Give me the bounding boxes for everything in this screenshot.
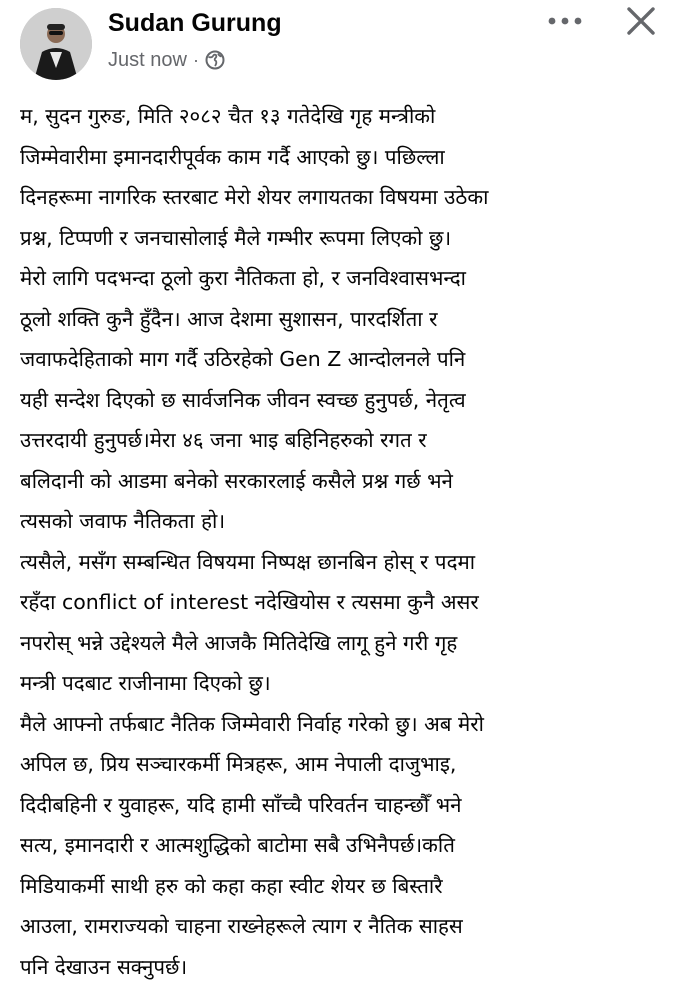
- post-line: म, सुदन गुरुङ, मिति २०८२ चैत १३ गतेदेखि गृह मन्त्रीको: [20, 104, 436, 128]
- globe-icon[interactable]: [205, 50, 225, 70]
- avatar-photo-icon: [20, 8, 92, 80]
- author-name[interactable]: Sudan Gurung: [108, 9, 282, 37]
- post-line: जिम्मेवारीमा इमानदारीपूर्वक काम गर्दै आएको छु। पछिल्ला: [20, 144, 445, 169]
- post-line: दिनहरूमा नागरिक स्तरबाट मेरो शेयर लगायतका विषयमा उठेका: [20, 185, 489, 209]
- post-line: ठूलो शक्ति कुनै हुँदैन। आज देशमा सुशासन, पारदर्शिता र: [20, 306, 438, 331]
- more-options-button[interactable]: [540, 6, 590, 36]
- post-line: त्यसैले, मसँग सम्बन्धित विषयमा निष्पक्ष छानबिन होस् र पदमा: [20, 549, 476, 574]
- post-line: मैले आफ्नो तर्फबाट नैतिक जिम्मेवारी निर्वाह गरेको छु। अब मेरो: [20, 711, 484, 736]
- post-text: [20, 96, 672, 987]
- close-button[interactable]: [618, 0, 664, 42]
- post-line: सत्य, इमानदारी र आत्मशुद्धिको बाटोमा सबै उभिनैपर्छ।कति: [20, 833, 455, 857]
- post-header: [0, 0, 678, 90]
- post-line: मन्त्री पदबाट राजीनामा दिएको छु।: [20, 671, 271, 695]
- post-line: रहँदा conflict of interest नदेखियोस र त्यसमा कुनै असर: [20, 590, 479, 614]
- more-horizontal-icon: [545, 16, 585, 26]
- post-line: प्रश्न, टिप्पणी र जनचासोलाई मैले गम्भीर रूपमा लिएको छु।: [20, 225, 452, 250]
- avatar[interactable]: [20, 8, 92, 80]
- post-line: मेरो लागि पदभन्दा ठूलो कुरा नैतिकता हो, र जनविश्वासभन्दा: [20, 266, 466, 290]
- post-line: नपरोस् भन्ने उद्देश्यले मैले आजकै मितिदेखि लागू हुने गरी गृह: [20, 630, 458, 655]
- post-line: मिडियाकर्मी साथी हरु को कहा कहा स्वीट शेयर छ बिस्तारै: [20, 873, 443, 898]
- post-line: उत्तरदायी हुनुपर्छ।मेरा ४६ जना भाइ बहिनिहरुको रगत र: [20, 428, 427, 452]
- post-line: पनि देखाउन सक्नुपर्छ।: [20, 954, 188, 979]
- meta-separator: ·: [192, 49, 199, 70]
- post-meta: [108, 46, 225, 74]
- close-icon: [625, 5, 657, 37]
- post-line: बलिदानी को आडमा बनेको सरकारलाई कसैले प्रश्न गर्छ भने: [20, 468, 453, 493]
- post-line: दिदीबहिनी र युवाहरू, यदि हामी साँच्चै परिवर्तन चाहन्छौँ भने: [20, 792, 462, 817]
- post-line: जवाफदेहिताको माग गर्दै उठिरहेको Gen Z आन्दोलनले पनि: [20, 347, 466, 371]
- post-line: आउला, रामराज्यको चाहना राख्नेहरूले त्याग र नैतिक साहस: [20, 914, 463, 938]
- post-line: यही सन्देश दिएको छ सार्वजनिक जीवन स्वच्छ हुनुपर्छ, नेतृत्व: [20, 387, 466, 412]
- post-line: त्यसको जवाफ नैतिकता हो।: [20, 509, 226, 533]
- post-line: अपिल छ, प्रिय सञ्चारकर्मी मित्रहरू, आम नेपाली दाजुभाइ,: [20, 752, 457, 776]
- post-timestamp[interactable]: Just now: [108, 48, 187, 71]
